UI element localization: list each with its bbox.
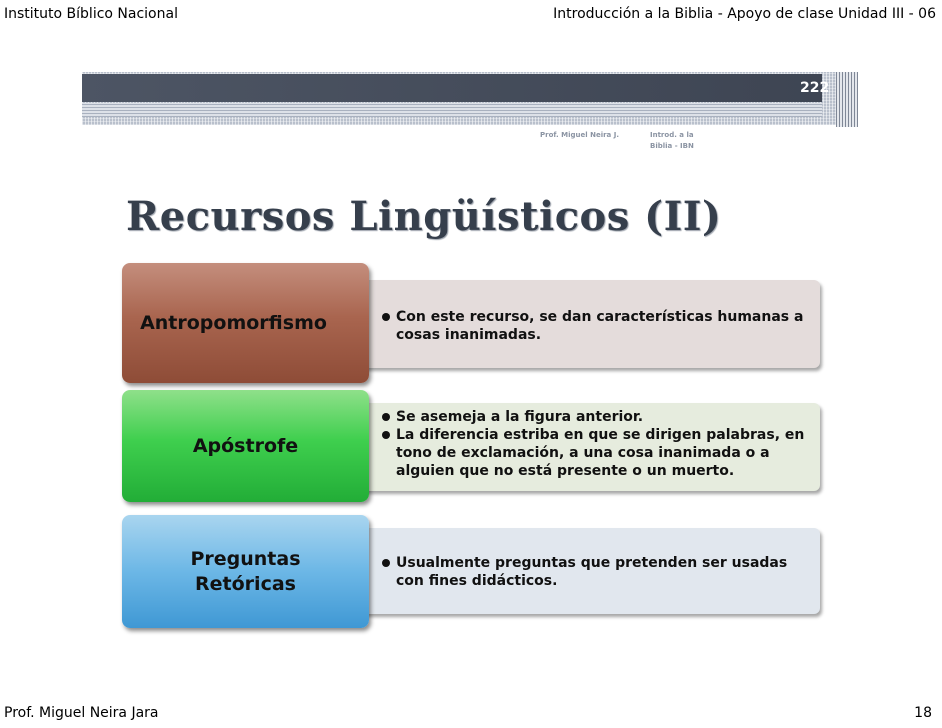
term-box-antropomorfismo [122,263,369,383]
header-institute: Instituto Bíblico Nacional [4,6,178,22]
term-label-line2: Retóricas [195,572,296,595]
slide-number: 222 [800,80,830,96]
description-box-preguntas-retoricas [340,528,820,614]
banner-author: Prof. Miguel Neira J. [540,131,619,139]
bullet-item: Usualmente preguntas que pretenden ser usadas con fines didácticos. [380,554,810,590]
banner-tail [836,72,858,127]
banner-course-line2: Biblia - IBN [650,142,694,150]
banner-lines [82,103,822,117]
banner-course [650,130,720,152]
term-box-preguntas-retoricas [122,515,369,628]
term-label: Antropomorfismo [140,311,327,334]
term-label-line1: Preguntas [190,547,301,570]
footer-author: Prof. Miguel Neira Jara [4,705,159,721]
bullet-item: Se asemeja a la figura anterior. [380,408,820,426]
term-box-apostrofe [122,390,369,502]
banner-bar [82,74,822,102]
description-box-antropomorfismo [340,280,820,368]
header-course: Introducción a la Biblia - Apoyo de clase Unidad III - 06 [553,6,936,22]
term-label: Apóstrofe [192,434,299,457]
banner-course-line1: Introd. a la [650,131,694,139]
description-box-apostrofe [340,403,820,491]
slide-title: Recursos Lingüísticos (II) [126,193,722,240]
bullet-item: Con este recurso, se dan características humanas a cosas inanimadas. [380,308,810,344]
bullet-item: La diferencia estriba en que se dirigen palabras, en tono de exclamación, a una cosa inanimada o a alguien que no está presente o un muerto. [380,426,820,480]
footer-page-number: 18 [914,705,932,721]
